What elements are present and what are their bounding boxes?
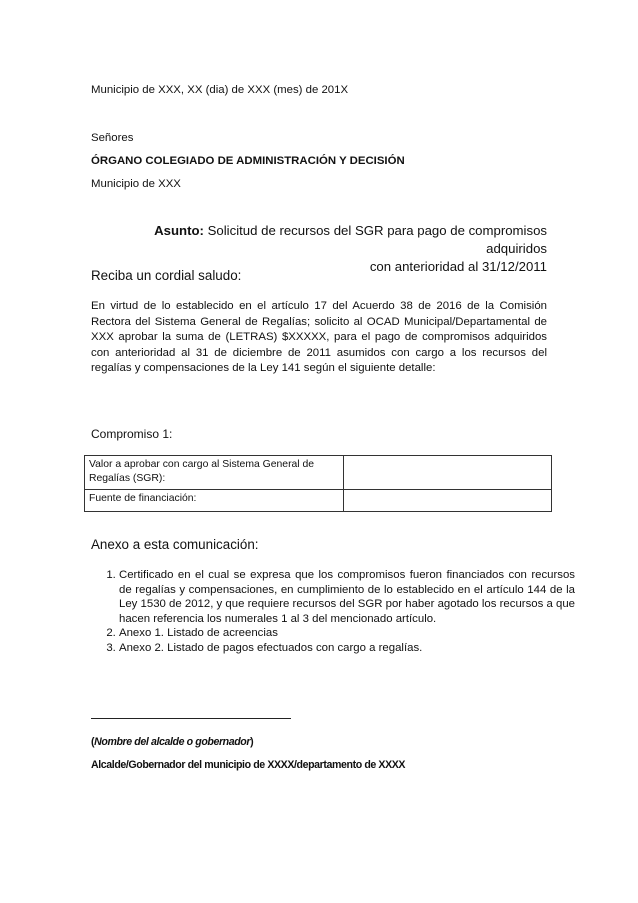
table-row xyxy=(85,490,552,512)
table-row xyxy=(85,456,552,490)
signer-role: Alcalde/Gobernador del municipio de XXXX/departamento de XXXX xyxy=(91,759,406,771)
signature-line xyxy=(91,718,291,719)
table-cell-label: Fuente de financiación: xyxy=(85,490,344,512)
recipient-organization: ÓRGANO COLEGIADO DE ADMINISTRACIÓN Y DECISIÓN xyxy=(91,155,405,167)
signer-name-placeholder: Nombre del alcalde o gobernador xyxy=(94,736,251,748)
list-item: 1. Certificado en el cual se expresa que los compromisos fueron financiados con recursos de regalías y compensaciones, en cumplimiento de lo establecido en el artículo 144 de la Ley 1530 de 2012, y que requiere recursos del SGR por haber agotado los recursos a que hacen referencia los numerales 1 al 3 del mencionado artículo. xyxy=(119,568,575,626)
greeting: Reciba un cordial saludo: xyxy=(91,268,242,283)
paren-close: ) xyxy=(250,736,254,748)
subject-line-1 xyxy=(91,222,547,258)
recipient-salutation: Señores xyxy=(91,132,134,144)
signer-name xyxy=(91,736,253,748)
annex-list xyxy=(91,568,575,655)
table-cell-value xyxy=(344,490,552,512)
subject-line-2: con anterioridad al 31/12/2011 xyxy=(369,259,547,274)
subject-label: Asunto: xyxy=(154,223,204,238)
body-paragraph: En virtud de lo establecido en el artículo 17 del Acuerdo 38 de 2016 de la Comisión Rectora del Sistema General de Regalías; solicito al OCAD Municipal/Departamental de XXX aprobar la suma de (LETRAS) $XXXXX, para el pago de compromisos adquiridos con anterioridad al 31 de diciembre de 2011 asumidos con cargo a los recursos del regalías y compensaciones de la Ley 141 según el siguiente detalle: xyxy=(91,300,547,374)
annex-title: Anexo a esta comunicación: xyxy=(91,537,259,552)
commitment-table xyxy=(84,455,552,512)
list-item: 2. Anexo 1. Listado de acreencias xyxy=(119,626,575,641)
recipient-municipality: Municipio de XXX xyxy=(91,178,181,190)
commitment-title: Compromiso 1: xyxy=(91,427,173,441)
list-item: 3. Anexo 2. Listado de pagos efectuados con cargo a regalías. xyxy=(119,641,575,656)
date-line: Municipio de XXX, XX (dia) de XXX (mes) de 201X xyxy=(91,84,349,96)
table-cell-label: Valor a aprobar con cargo al Sistema General de Regalías (SGR): xyxy=(85,456,344,490)
table-cell-value xyxy=(344,456,552,490)
subject-text-1: Solicitud de recursos del SGR para pago de compromisos adquiridos xyxy=(203,223,547,256)
paren-open: ( xyxy=(91,736,95,748)
